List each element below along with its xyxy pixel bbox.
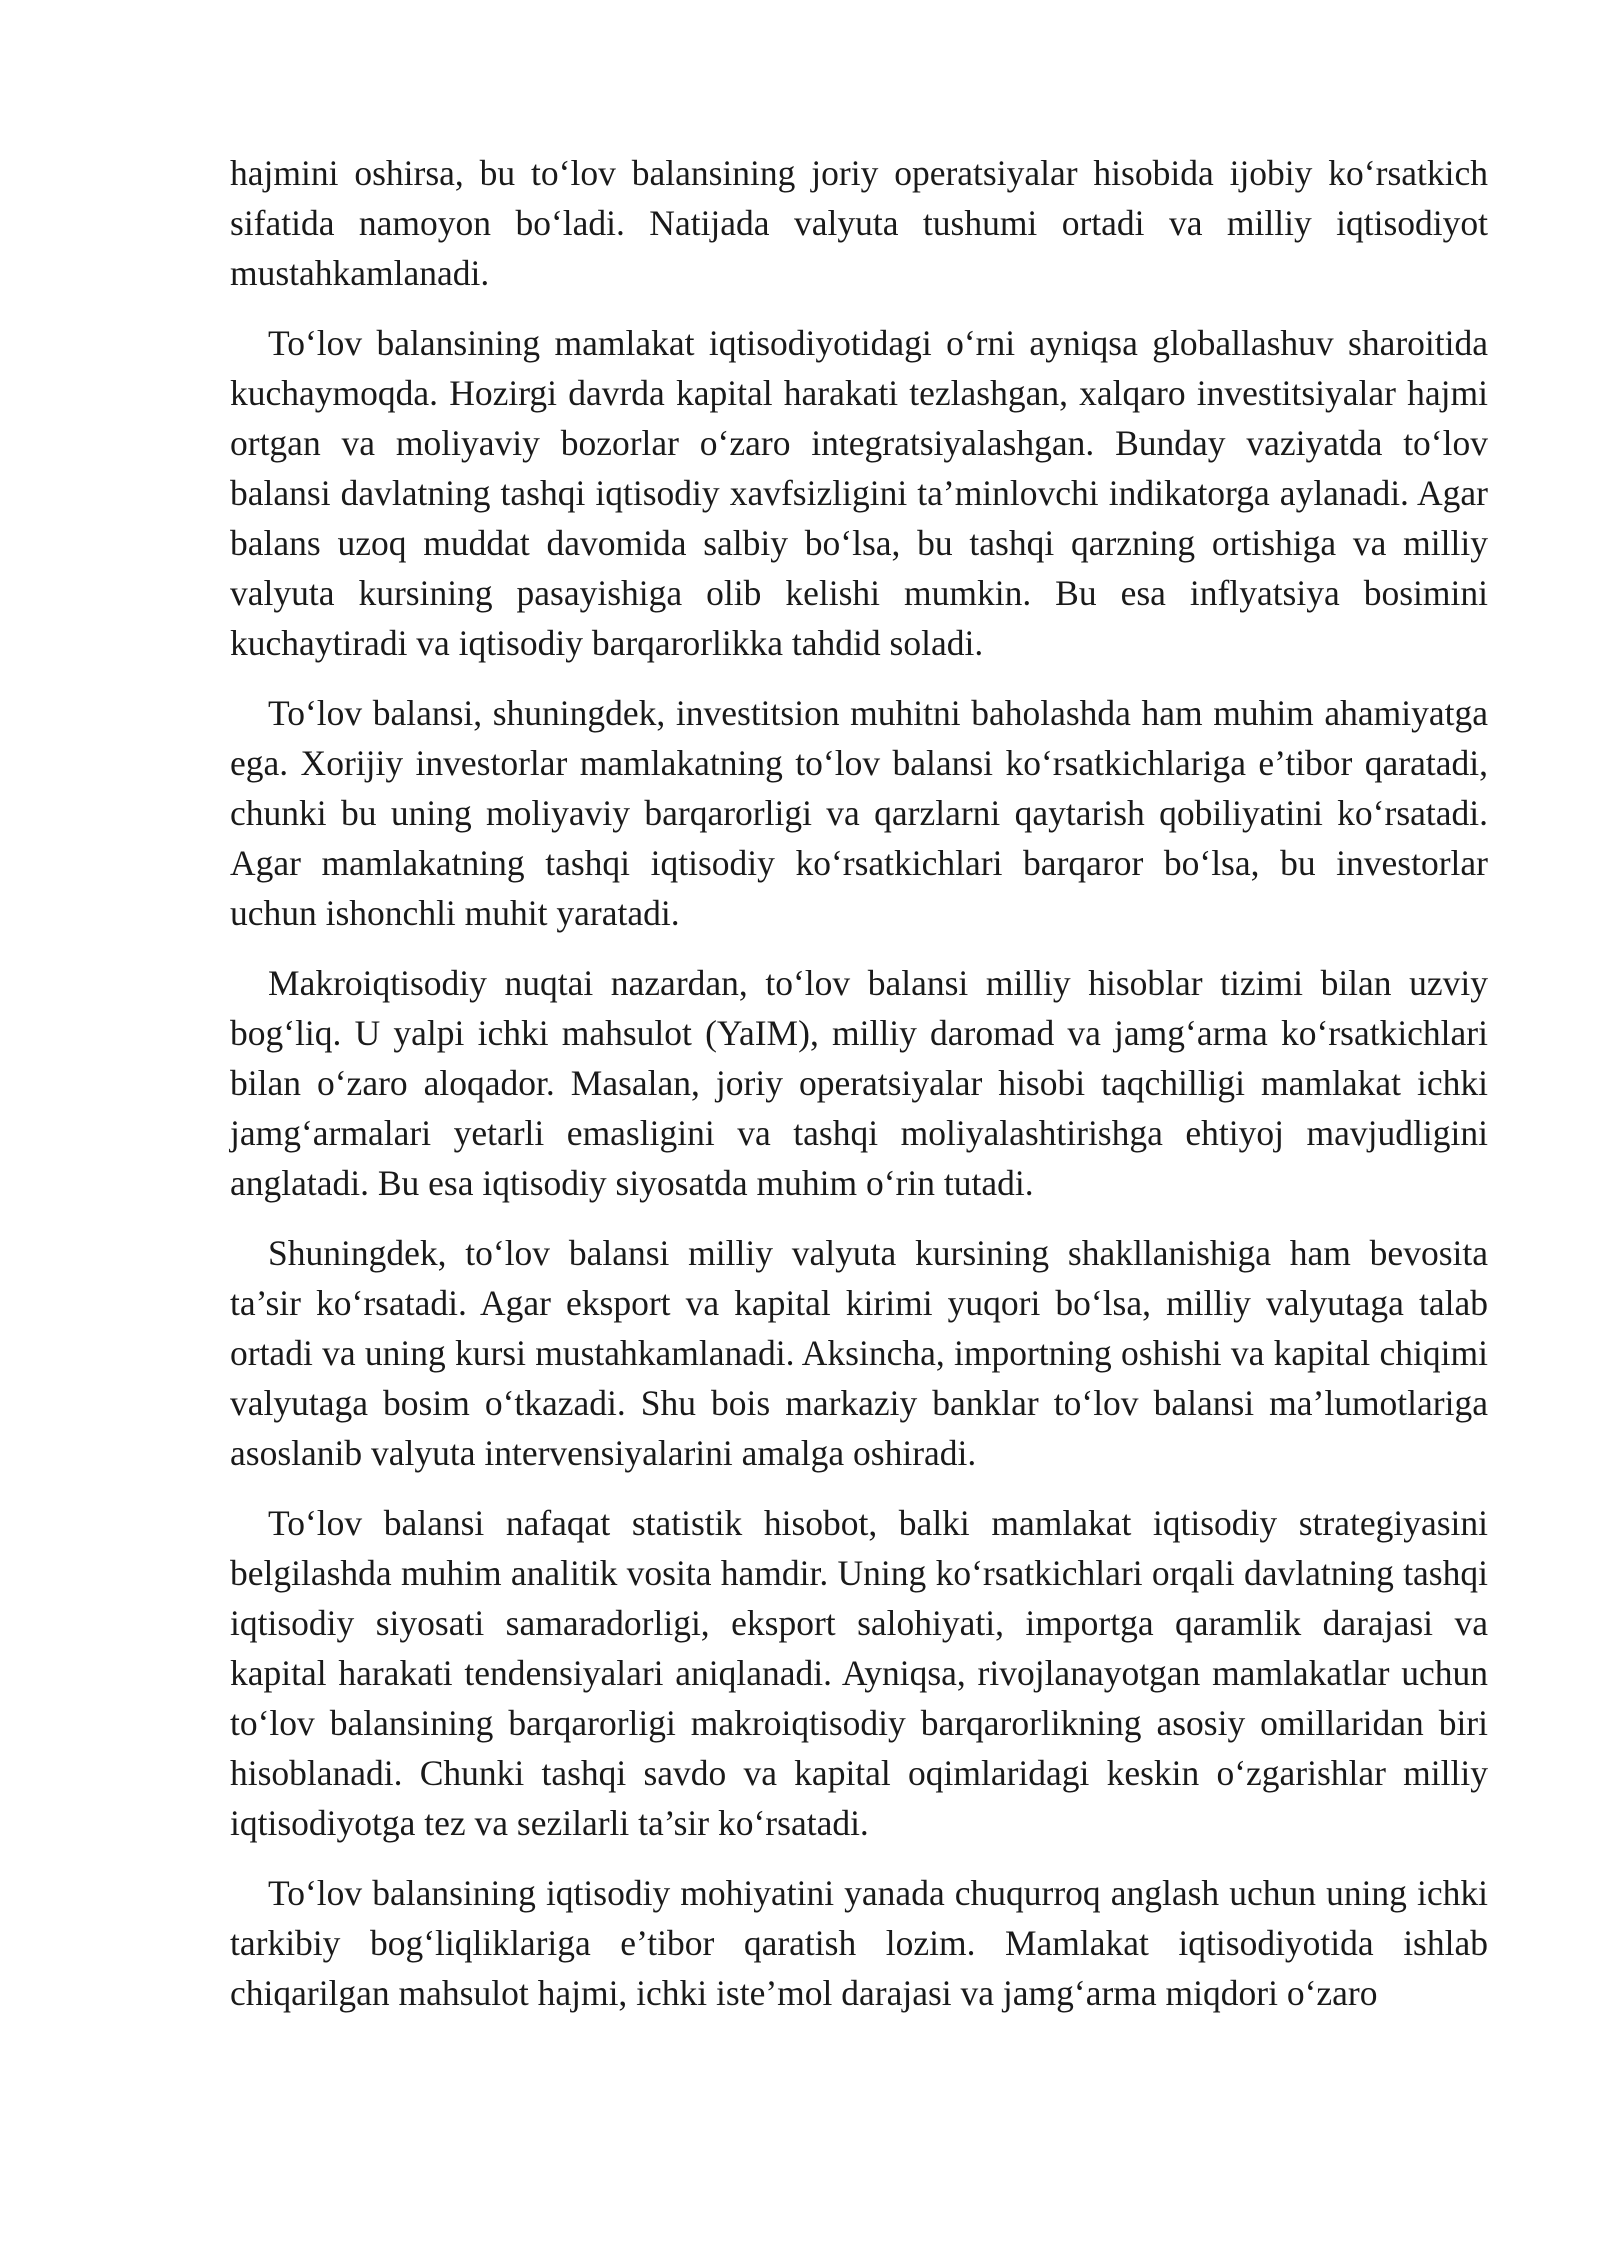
paragraph: To‘lov balansining mamlakat iqtisodiyotidagi o‘rni ayniqsa globallashuv sharoitida kuchaymoqda. Hozirgi davrda kapital harakati tezlashgan, xalqaro investitsiyalar hajmi ortgan va moliyaviy bozorlar o‘zaro integratsiyalashgan. Bunday vaziyatda to‘lov balansi davlatning tashqi iqtisodiy xavfsizligini ta’minlovchi indikatorga aylanadi. Agar balans uzoq muddat davomida salbiy bo‘lsa, bu tashqi qarzning ortishiga va milliy valyuta kursining pasayishiga olib kelishi mumkin. Bu esa inflyatsiya bosimini kuchaytiradi va iqtisodiy barqarorlikka tahdid soladi. — [230, 323, 1488, 663]
paragraph: Shuningdek, to‘lov balansi milliy valyuta kursining shakllanishiga ham bevosita ta’sir ko‘rsatadi. Agar eksport va kapital kirimi yuqori bo‘lsa, milliy valyutaga talab ortadi va uning kursi mustahkamlanadi. Aksincha, importning oshishi va kapital chiqimi valyutaga bosim o‘tkazadi. Shu bois markaziy banklar to‘lov balansi ma’lumotlariga asoslanib valyuta intervensiyalarini amalga oshiradi. — [230, 1233, 1488, 1473]
paragraph: To‘lov balansi, shuningdek, investitsion muhitni baholashda ham muhim ahamiyatga ega. Xorijiy investorlar mamlakatning to‘lov balansi ko‘rsatkichlariga e’tibor qaratadi, chunki bu uning moliyaviy barqarorligi va qarzlarni qaytarish qobiliyatini ko‘rsatadi. Agar mamlakatning tashqi iqtisodiy ko‘rsatkichlari barqaror bo‘lsa, bu investorlar uchun ishonchli muhit yaratadi. — [230, 693, 1488, 933]
paragraph-continued: hajmini oshirsa, bu to‘lov balansining joriy operatsiyalar hisobida ijobiy ko‘rsatkich sifatida namoyon bo‘ladi. Natijada valyuta tushumi ortadi va milliy iqtisodiyot mustahkamlanadi. — [230, 153, 1488, 293]
paragraph: To‘lov balansi nafaqat statistik hisobot, balki mamlakat iqtisodiy strategiyasini belgilashda muhim analitik vosita hamdir. Uning ko‘rsatkichlari orqali davlatning tashqi iqtisodiy siyosati samaradorligi, eksport salohiyati, importga qaramlik darajasi va kapital harakati tendensiyalari aniqlanadi. Ayniqsa, rivojlanayotgan mamlakatlar uchun to‘lov balansining barqarorligi makroiqtisodiy barqarorlikning asosiy omillaridan biri hisoblanadi. Chunki tashqi savdo va kapital oqimlaridagi keskin o‘zgarishlar milliy iqtisodiyotga tez va sezilarli ta’sir ko‘rsatadi. — [230, 1503, 1488, 1843]
body-text — [230, 148, 1488, 2038]
paragraph: To‘lov balansining iqtisodiy mohiyatini yanada chuqurroq anglash uchun uning ichki tarkibiy bog‘liqliklariga e’tibor qaratish lozim. Mamlakat iqtisodiyotida ishlab chiqarilgan mahsulot hajmi, ichki iste’mol darajasi va jamg‘arma miqdori o‘zaro — [230, 1873, 1488, 2013]
paragraph: Makroiqtisodiy nuqtai nazardan, to‘lov balansi milliy hisoblar tizimi bilan uzviy bog‘liq. U yalpi ichki mahsulot (YaIM), milliy daromad va jamg‘arma ko‘rsatkichlari bilan o‘zaro aloqador. Masalan, joriy operatsiyalar hisobi taqchilligi mamlakat ichki jamg‘armalari yetarli emasligini va tashqi moliyalashtirishga ehtiyoj mavjudligini anglatadi. Bu esa iqtisodiy siyosatda muhim o‘rin tutadi. — [230, 963, 1488, 1203]
